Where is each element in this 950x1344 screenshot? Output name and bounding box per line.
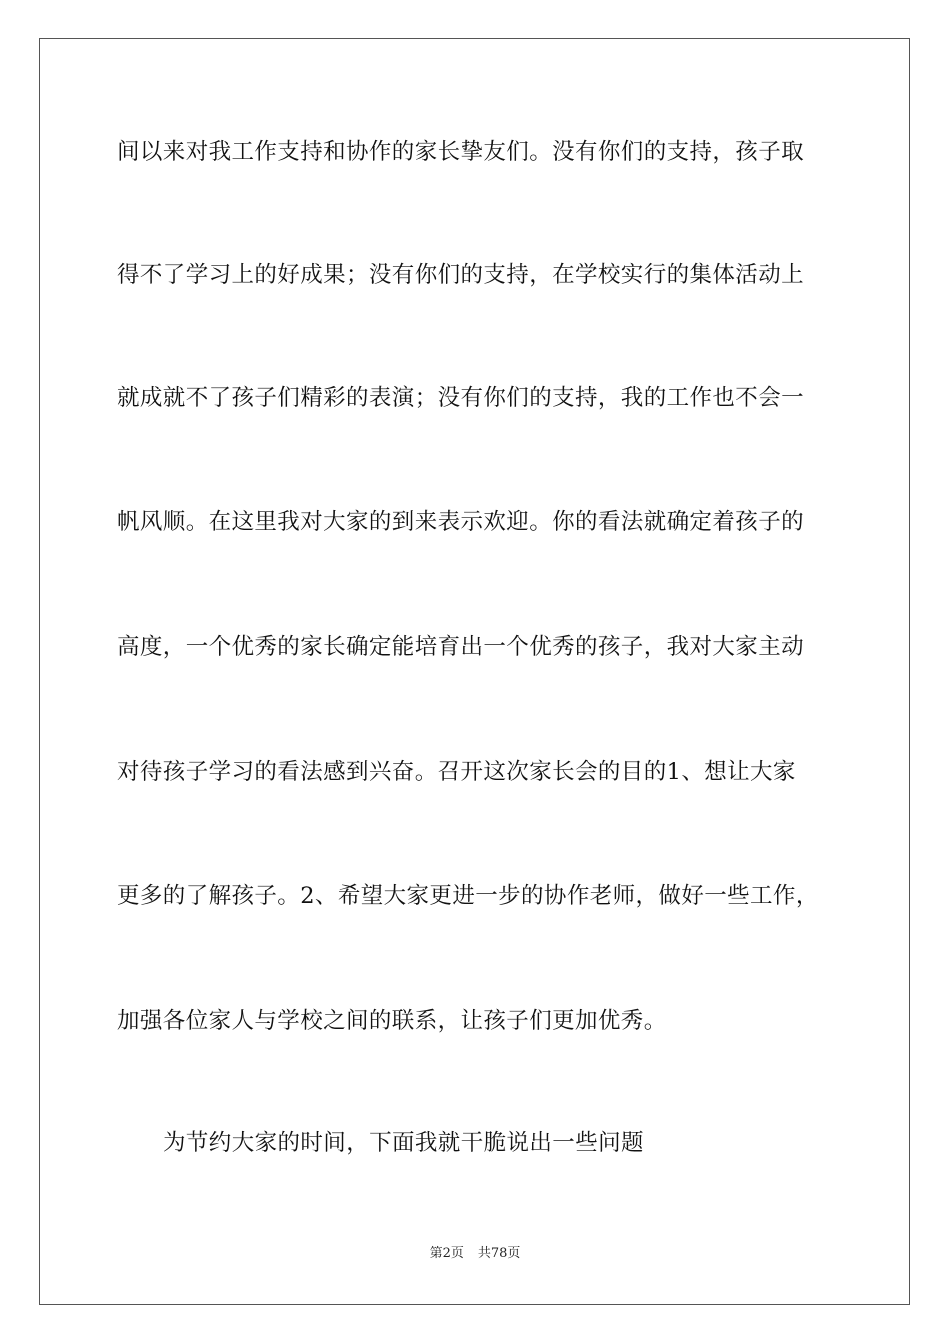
page-border <box>39 38 910 1305</box>
paragraph-line: 高度，一个优秀的家长确定能培育出一个优秀的孩子，我对大家主动 <box>117 634 805 660</box>
paragraph-line: 对待孩子学习的看法感到兴奋。召开这次家长会的目的1、想让大家 <box>117 759 796 785</box>
paragraph-line: 间以来对我工作支持和协作的家长挚友们。没有你们的支持，孩子取 <box>117 139 805 165</box>
paragraph-line: 得不了学习上的好成果；没有你们的支持，在学校实行的集体活动上 <box>117 262 805 288</box>
paragraph-line: 加强各位家人与学校之间的联系，让孩子们更加优秀。 <box>117 1008 667 1034</box>
page-footer <box>0 1245 950 1263</box>
paragraph-line: 帆风顺。在这里我对大家的到来表示欢迎。你的看法就确定着孩子的 <box>117 509 805 535</box>
paragraph-line: 为节约大家的时间，下面我就干脆说出一些问题 <box>163 1130 644 1156</box>
total-pages: 共78页 <box>477 1246 521 1261</box>
paragraph-line: 就成就不了孩子们精彩的表演；没有你们的支持，我的工作也不会一 <box>117 385 805 411</box>
page-number: 第2页 <box>429 1246 464 1261</box>
paragraph-line: 更多的了解孩子。2、希望大家更进一步的协作老师，做好一些工作， <box>117 883 819 909</box>
